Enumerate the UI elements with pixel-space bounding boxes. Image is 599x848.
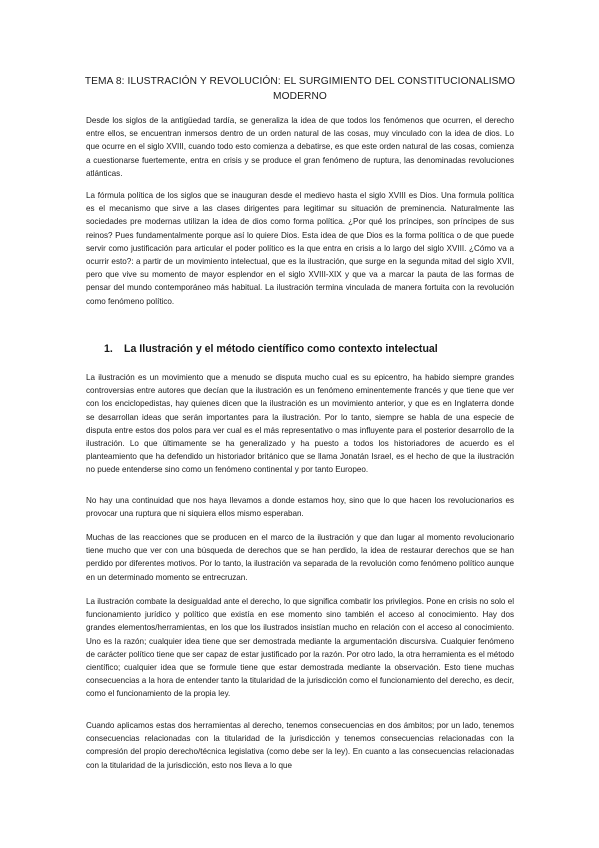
section-paragraph-2: No hay una continuidad que nos haya llevamos a donde estamos hoy, sino que lo que hacen los revolucionarios es provocar una ruptura que ni siquiera ellos mismo esperaban. xyxy=(86,496,514,519)
section-paragraph-4: La ilustración combate la desigualdad ante el derecho, lo que significa combatir los privilegios. Pone en crisis no solo el funcionamiento jurídico y político que existía en ese momento sino también el acceso al conocimiento. Hay dos grandes elementos/herramientas, en los que los ilustrados insistían mucho en relación con el acceso al conocimiento. Uno es la razón; cualquier idea tiene que ser demostrada mediante la argumentación discursiva. Cualquier fenómeno de carácter político tiene que ser capaz de estar justificado por la razón. Por otro lado, la otra herramienta es el método científico; cualquier idea que se formule tiene que estar demostrada mediante la observación. Esto tiene muchas consecuencias a la hora de entender tanto la titularidad de la jurisdicción como el funcionamiento del derecho, es decir, como el funcionamiento de la propia ley. xyxy=(86,597,514,699)
section-heading-text: La Ilustración y el método científico como contexto intelectual xyxy=(124,343,438,355)
title-line-2: MODERNO xyxy=(273,91,327,102)
intro-paragraph-1: Desde los siglos de la antigüedad tardía, se generaliza la idea de que todos los fenómenos que ocurren, el derecho entre ellos, se encuentran inmersos dentro de un orden natural de las cosas, muy vinculado con la idea de dios. Lo que ocurre en el siglo XVIII, cuando todo esto comienza a debatirse, es que este orden natural de las cosas, comienza a cuestionarse fuertemente, entra en crisis y se produce el gran fenómeno de ruptura, las denominadas revoluciones atlánticas. xyxy=(86,116,514,178)
section-heading xyxy=(104,342,524,356)
section-paragraph-1: La ilustración es un movimiento que a menudo se disputa mucho cual es su epicentro, ha habido siempre grandes controversias entre autores que decían que la ilustración es un fenómeno eminentemente francés y que tiene que ver con los enciclopedistas, hay quienes dicen que la ilustración es un movimiento anterior, y que es en Inglaterra donde se desarrollan ideas que serán importantes para la ilustración. Por lo tanto, siempre se habla de una especie de disputa entre estos dos polos para ver cual es el más representativo o mas influyente para el posterior desarrollo de la ilustración. Lo que últimamente se ha generalizado y ha puesto a todos los historiadores de acuerdo es el planteamiento que ha defendido un historiador británico que se llama Jonatán Israel, es el hecho de que la ilustración no puede entenderse sino como un fenómeno continental y por tanto Europeo. xyxy=(86,373,514,475)
document-title xyxy=(60,74,540,104)
section-paragraph-3: Muchas de las reacciones que se producen en el marco de la ilustración y que dan lugar al momento revolucionario tiene mucho que ver con una búsqueda de derechos que se han perdido, la idea de restaurar derechos que se han perdido por diferentes motivos. Por lo tanto, la ilustración va separada de la revolución como fenómeno político aunque en un determinado momento se entrecruzan. xyxy=(86,533,514,582)
section-paragraph-5: Cuando aplicamos estas dos herramientas al derecho, tenemos consecuencias en dos ámbitos; por un lado, tenemos consecuencias relacionadas con la titularidad de la jurisdicción y tenemos consecuencias relacionadas con la compresión del propio derecho/técnica legislativa (como debe ser la ley). En cuanto a las consecuencias relacionadas con la titularidad de la jurisdicción, esto nos lleva a lo que xyxy=(86,721,514,770)
section-number: 1. xyxy=(104,343,113,355)
title-line-1: TEMA 8: ILUSTRACIÓN Y REVOLUCIÓN: EL SURGIMIENTO DEL CONSTITUCIONALISMO xyxy=(84,76,516,87)
intro-paragraph-2: La fórmula política de los siglos que se inauguran desde el medievo hasta el siglo XVIII es Dios. Una formula política es el mecanismo que sirve a las clases dirigentes para legitimar su situación de preminencia. Naturalmente las sociedades pre modernas utilizan la idea de dios como forma política. ¿Por qué los príncipes, son príncipes de sus reinos? Pues fundamentalmente porque así lo quiere Dios. Esta idea de que Dios es la forma política o de que puede servir como justificación para articular el poder político es la que entra en crisis a lo largo del siglo XVIII. ¿Cómo va a ocurrir esto?: a partir de un movimiento intelectual, que es la ilustración, que surge en la segunda mitad del siglo XVII, pero que vive su momento de mayor esplendor en el siglo XVIII-XIX y que va a marcar la pauta de las formas de pensar del mundo contemporáneo más habitual. La ilustración termina vinculada de manera fortuita con la revolución como fenómeno político. xyxy=(86,191,514,306)
